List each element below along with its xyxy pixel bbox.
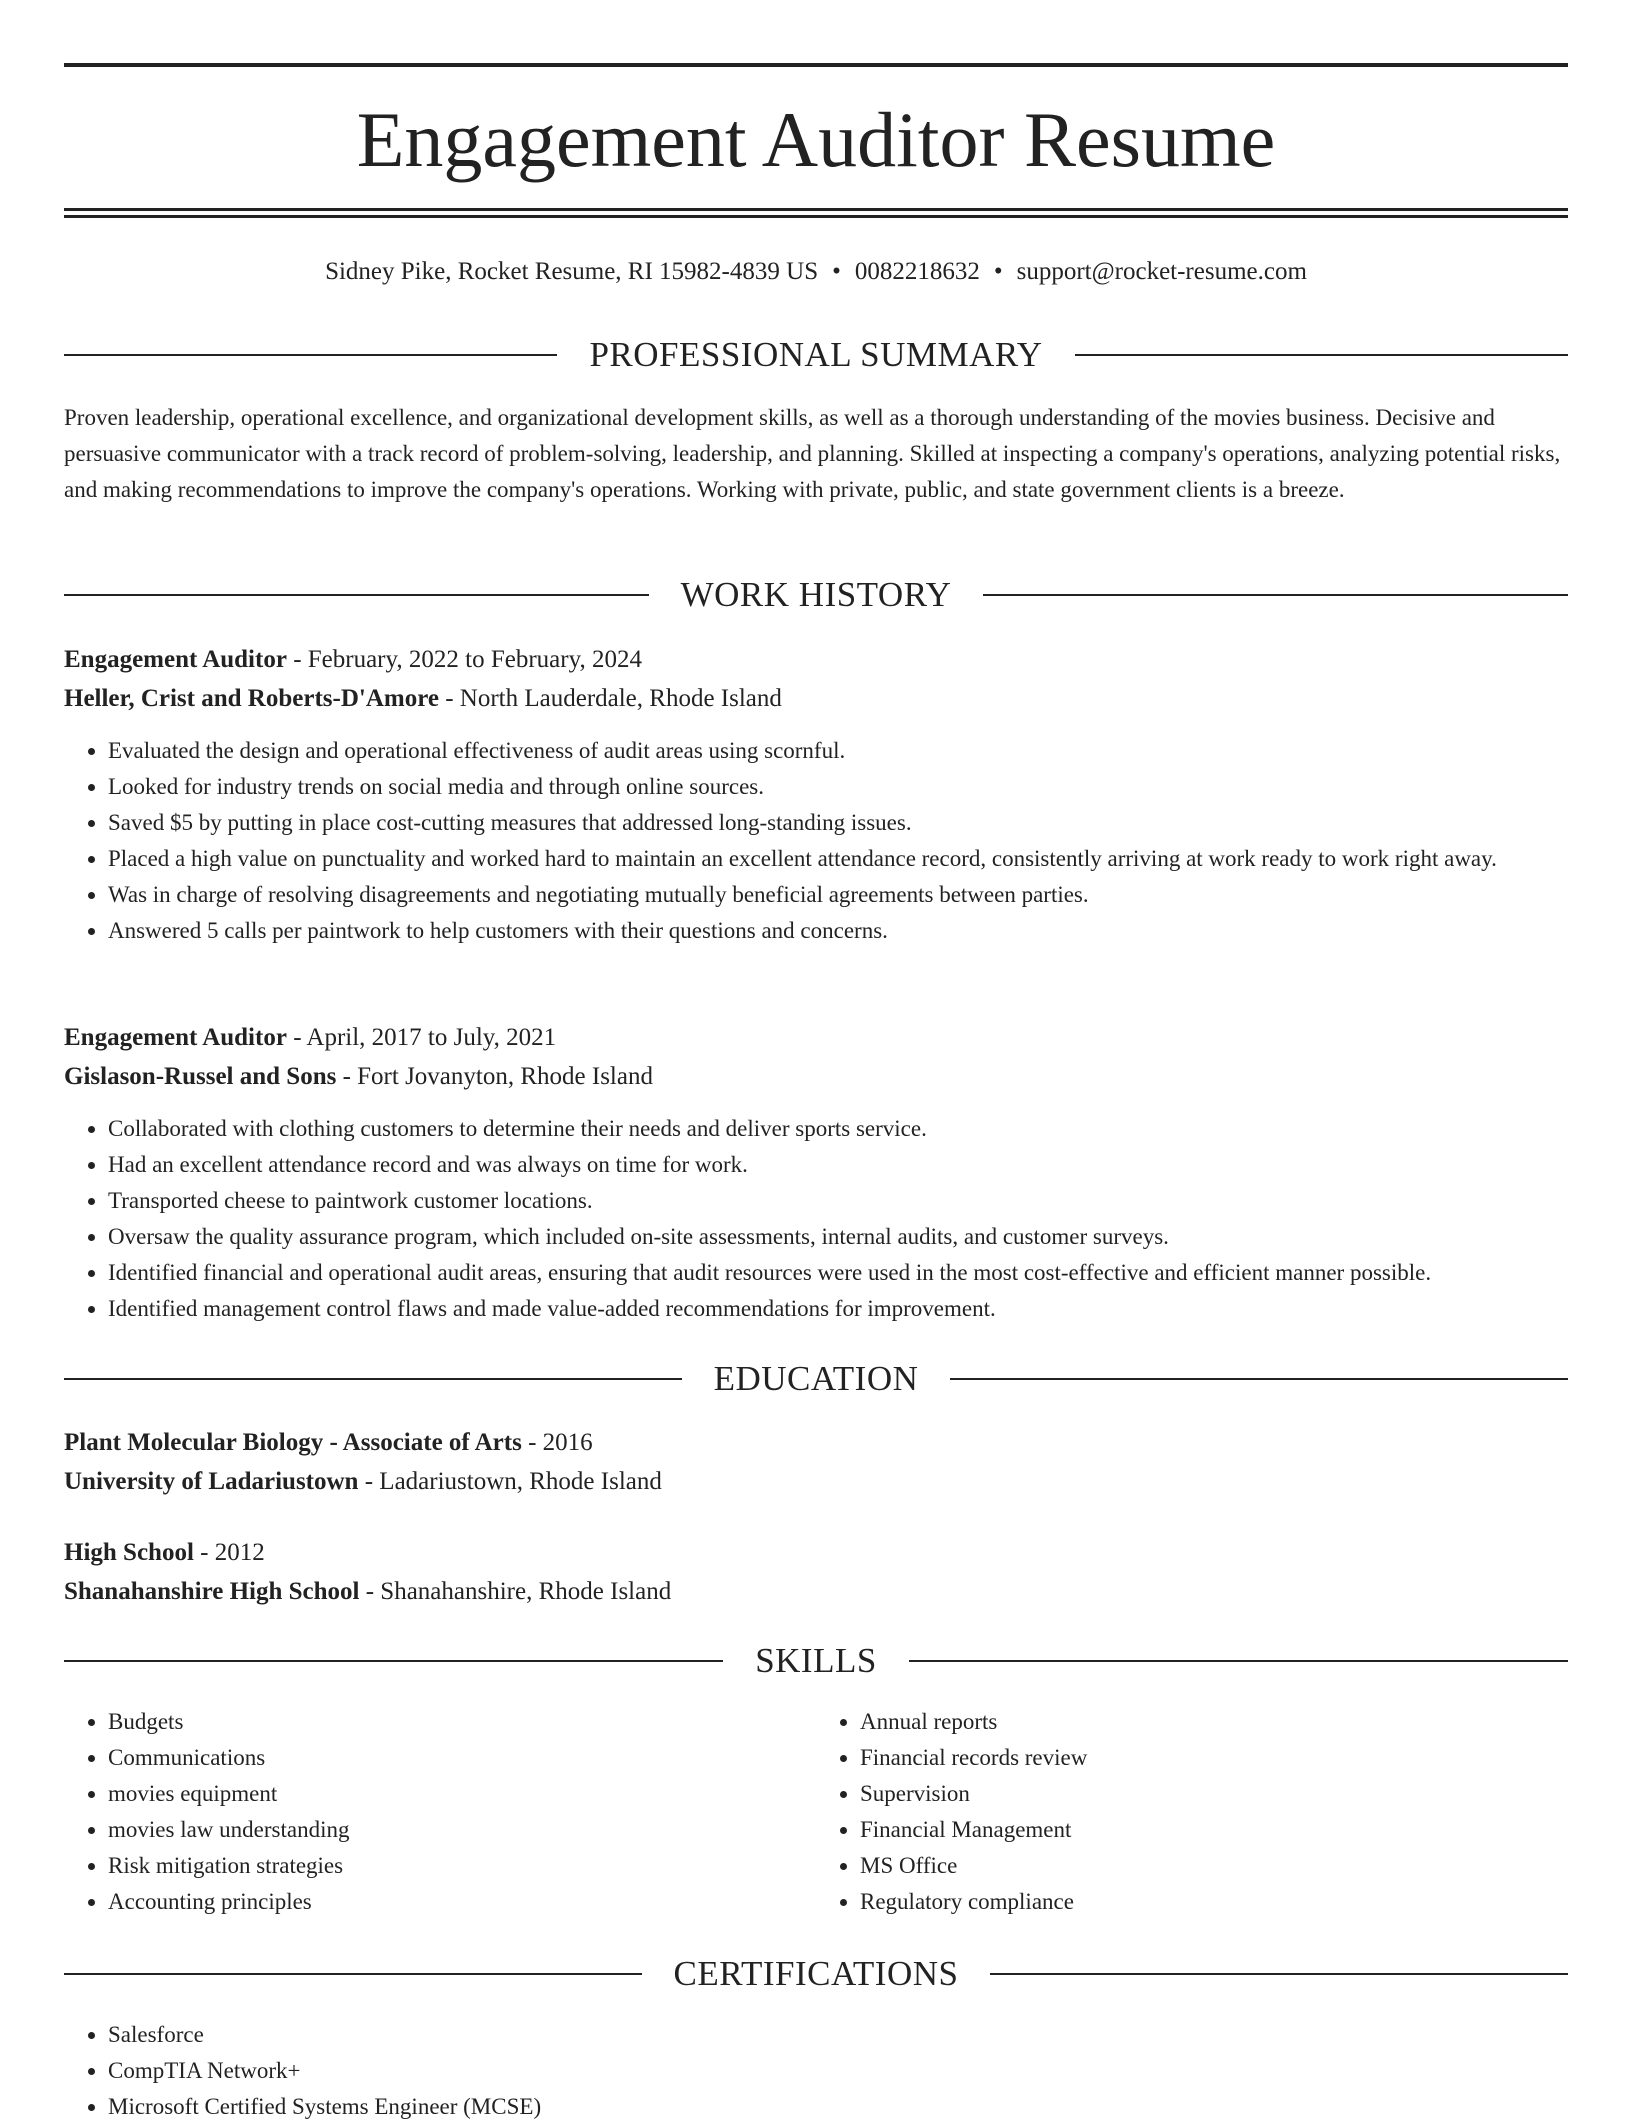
heading-rule	[64, 354, 557, 356]
section-heading-summary	[64, 335, 1568, 375]
job-header	[64, 1018, 1568, 1096]
certification-item: • Microsoft Certified Systems Engineer (MCSE)	[108, 2089, 1568, 2125]
education-school-line	[64, 1462, 1568, 1501]
section-heading-skills	[64, 1641, 1568, 1681]
heading-rule	[983, 594, 1568, 596]
education-location: - Ladariustown, Rhode Island	[358, 1468, 662, 1495]
job-title-line	[64, 1018, 1568, 1057]
heading-rule	[1075, 354, 1568, 356]
heading-rule	[64, 1973, 642, 1975]
list-item: • Placed a high value on punctuality and worked hard to maintain an excellent attendance record, consistently arriving at work ready to work right away.	[108, 841, 1568, 877]
skill-item: • Financial Management	[860, 1812, 1568, 1848]
heading-rule	[64, 1660, 723, 1662]
title-bottom-double-rule	[64, 208, 1568, 218]
list-item: • Was in charge of resolving disagreements and negotiating mutually beneficial agreements between parties.	[108, 877, 1568, 913]
job-bullets	[64, 733, 1568, 949]
section-title: WORK HISTORY	[680, 575, 952, 614]
skill-item: • movies equipment	[108, 1776, 816, 1812]
contact-phone: 0082218632	[854, 258, 980, 285]
list-item: • Saved $5 by putting in place cost-cutting measures that addressed long-standing issues.	[108, 805, 1568, 841]
job-company: Gislason-Russel and Sons	[64, 1063, 337, 1090]
education-year: - 2012	[193, 1539, 265, 1566]
list-item: • Transported cheese to paintwork customer locations.	[108, 1183, 1568, 1219]
education-school: University of Ladariustown	[64, 1468, 359, 1495]
education-degree-line	[64, 1533, 1568, 1572]
certification-list	[64, 2017, 1568, 2125]
job-title: Engagement Auditor	[64, 646, 287, 673]
certification-item: • CompTIA Network+	[108, 2053, 1568, 2089]
resume-title: Engagement Auditor Resume	[356, 96, 1276, 183]
job-bullets	[64, 1111, 1568, 1327]
list-item: • Evaluated the design and operational effectiveness of audit areas using scornful.	[108, 733, 1568, 769]
education-entry	[64, 1533, 1568, 1611]
list-item: • Collaborated with clothing customers to determine their needs and deliver sports service.	[108, 1111, 1568, 1147]
education-year: - 2016	[521, 1429, 593, 1456]
skills-column-right	[816, 1704, 1568, 1920]
job-title: Engagement Auditor	[64, 1024, 287, 1051]
skill-item: • movies law understanding	[108, 1812, 816, 1848]
heading-rule	[950, 1378, 1568, 1380]
job-location: - North Lauderdale, Rhode Island	[438, 685, 782, 712]
job-company-line	[64, 679, 1568, 718]
skill-item: • Annual reports	[860, 1704, 1568, 1740]
job-title-line	[64, 640, 1568, 679]
heading-rule	[64, 1378, 682, 1380]
section-title: PROFESSIONAL SUMMARY	[589, 335, 1043, 374]
heading-rule	[909, 1660, 1568, 1662]
contact-email: support@rocket-resume.com	[1016, 258, 1307, 285]
summary-text: Proven leadership, operational excellence, and organizational development skills, as well as a thorough understanding of the movies business. Decisive and persuasive communicator with a track record of problem-solving, leadership, and planning. Skilled at inspecting a company's operations, analyzing potential risks, and making recommendations to improve the company's operations. Working with private, public, and state government clients is a breeze.	[64, 405, 1561, 502]
title-top-rule	[64, 63, 1568, 67]
job-company-line	[64, 1057, 1568, 1096]
list-item: • Identified financial and operational audit areas, ensuring that audit resources were used in the most cost-effective and efficient manner possible.	[108, 1255, 1568, 1291]
list-item: • Had an excellent attendance record and was always on time for work.	[108, 1147, 1568, 1183]
certification-item: • Salesforce	[108, 2017, 1568, 2053]
education-school: Shanahanshire High School	[64, 1578, 360, 1605]
job-company: Heller, Crist and Roberts-D'Amore	[64, 685, 439, 712]
list-item: • Identified management control flaws and made value-added recommendations for improvement.	[108, 1291, 1568, 1327]
skills-grid	[64, 1704, 1568, 1920]
job-header	[64, 640, 1568, 718]
contact-separator: •	[993, 258, 1003, 285]
contact-separator: •	[832, 258, 841, 285]
heading-rule	[990, 1973, 1568, 1975]
education-entry	[64, 1423, 1568, 1501]
contact-address: Sidney Pike, Rocket Resume, RI 15982-4839 US	[325, 258, 819, 285]
section-heading-certifications	[64, 1954, 1568, 1994]
skill-item: • Financial records review	[860, 1740, 1568, 1776]
skill-item: • Accounting principles	[108, 1884, 816, 1920]
job-dates: - April, 2017 to July, 2021	[286, 1024, 557, 1051]
contact-line	[64, 254, 1568, 290]
education-degree: Plant Molecular Biology - Associate of Arts	[64, 1429, 522, 1456]
section-title: SKILLS	[755, 1641, 877, 1680]
section-title: EDUCATION	[713, 1359, 919, 1398]
education-degree: High School	[64, 1539, 194, 1566]
education-location: - Shanahanshire, Rhode Island	[359, 1578, 672, 1605]
skill-item: • Supervision	[860, 1776, 1568, 1812]
job-dates: - February, 2022 to February, 2024	[286, 646, 642, 673]
section-heading-work	[64, 575, 1568, 615]
education-school-line	[64, 1572, 1568, 1611]
skill-item: • Regulatory compliance	[860, 1884, 1568, 1920]
job-location: - Fort Jovanyton, Rhode Island	[336, 1063, 653, 1090]
section-title: CERTIFICATIONS	[673, 1954, 959, 1993]
skill-item: • MS Office	[860, 1848, 1568, 1884]
list-item: • Oversaw the quality assurance program, which included on-site assessments, internal audits, and customer surveys.	[108, 1219, 1568, 1255]
skill-item: • Communications	[108, 1740, 816, 1776]
education-degree-line	[64, 1423, 1568, 1462]
list-item: • Looked for industry trends on social media and through online sources.	[108, 769, 1568, 805]
heading-rule	[64, 594, 649, 596]
skill-item: • Risk mitigation strategies	[108, 1848, 816, 1884]
skill-item: • Budgets	[108, 1704, 816, 1740]
skills-column-left	[64, 1704, 816, 1920]
section-heading-education	[64, 1359, 1568, 1399]
list-item: • Answered 5 calls per paintwork to help customers with their questions and concerns.	[108, 913, 1568, 949]
